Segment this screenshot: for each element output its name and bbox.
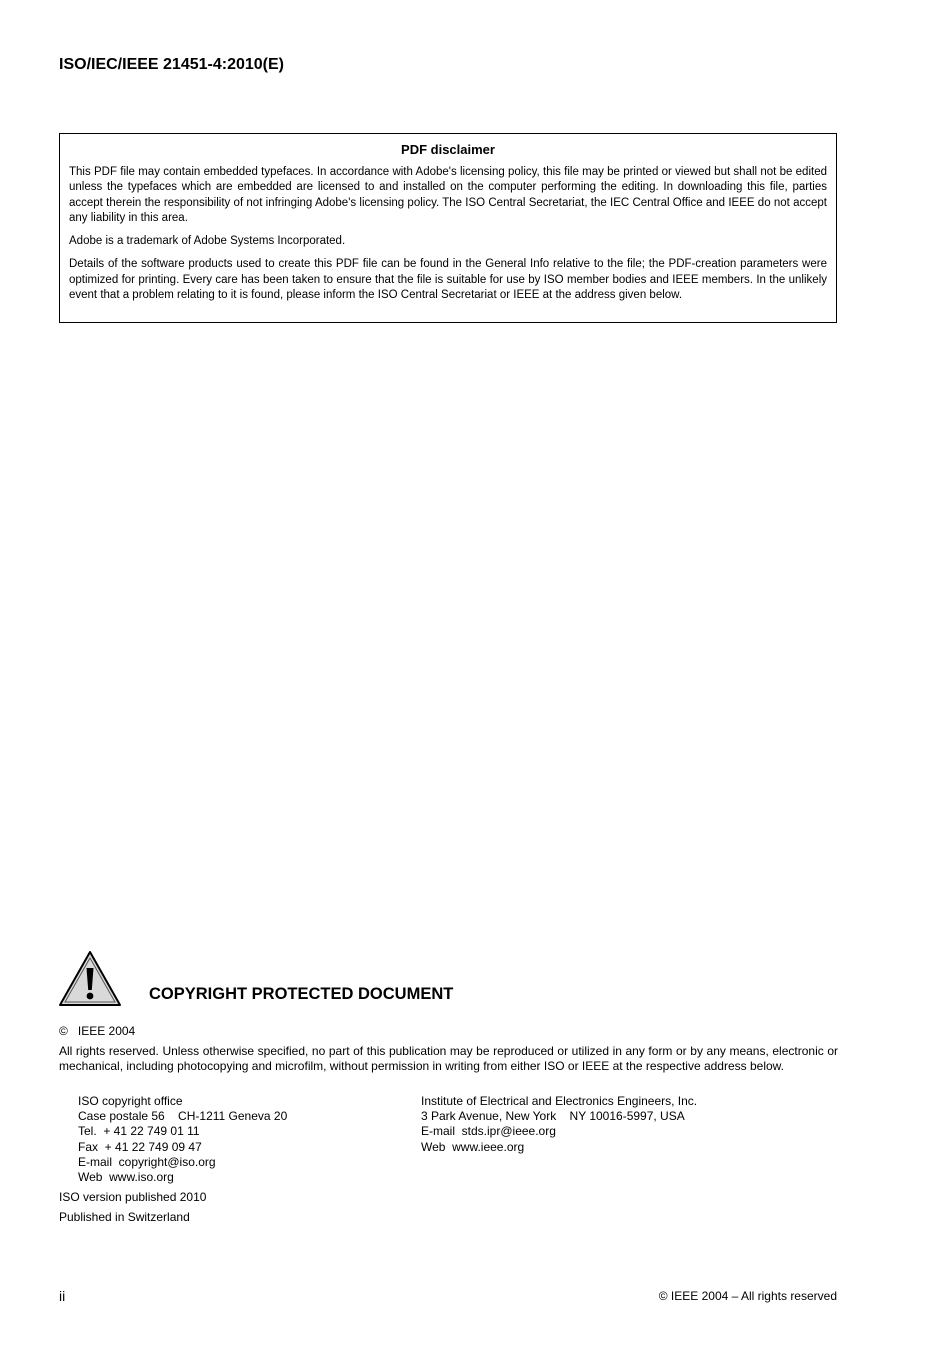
ieee-email: E-mail stds.ipr@ieee.org <box>421 1124 556 1139</box>
disclaimer-paragraph: This PDF file may contain embedded typefaces. In accordance with Adobe's licensing policy, this file may be printed or viewed but shall not be edited unless the typefaces which are embedded are licensed to and installed on the computer performing the editing. In downloading this file, parties accept therein the responsibility of not infringing Adobe's licensing policy. The ISO Central Secretariat, the IEC Central Office and IEEE do not accept any liability in this area. <box>69 166 827 224</box>
pdf-disclaimer-box <box>59 133 837 323</box>
disclaimer-paragraph: Adobe is a trademark of Adobe Systems Incorporated. <box>69 235 346 248</box>
disclaimer-paragraph: Details of the software products used to create this PDF file can be found in the General Info relative to the file; the PDF-creation parameters were optimized for printing. Every care has been taken to ensure that the file is suitable for use by ISO member bodies and IEEE members. In the unlikely event that a problem relating to it is found, please inform the ISO Central Secretariat or IEEE at the address given below. <box>69 258 827 302</box>
copyright-heading: COPYRIGHT PROTECTED DOCUMENT <box>149 985 454 1003</box>
ieee-web: Web www.ieee.org <box>421 1139 525 1154</box>
iso-office-name: ISO copyright office <box>78 1094 183 1108</box>
iso-version-note: ISO version published 2010 <box>59 1190 207 1204</box>
iso-web: Web www.iso.org <box>78 1170 174 1185</box>
ieee-institute-name: Institute of Electrical and Electronics Engineers, Inc. <box>421 1094 698 1108</box>
copyright-holder: IEEE 2004 <box>77 1024 136 1038</box>
iso-postal-address: Case postale 56 CH-1211 Geneva 20 <box>78 1109 288 1124</box>
rights-statement: All rights reserved. Unless otherwise specified, no part of this publication may be reproduced or utilized in any form or by any means, electronic or mechanical, including photocopying and microfilm, without permission in writing from either ISO or IEEE at the respective address below. <box>59 1044 838 1074</box>
disclaimer-title: PDF disclaimer <box>401 142 495 157</box>
copyright-line <box>59 1024 135 1038</box>
footer-copyright: © IEEE 2004 – All rights reserved <box>658 1289 837 1303</box>
page-number: ii <box>59 1288 66 1304</box>
iso-address-block <box>78 1094 287 1185</box>
iso-email: E-mail copyright@iso.org <box>78 1154 216 1169</box>
warning-triangle-icon <box>58 950 122 1007</box>
copyright-symbol: © <box>59 1024 68 1038</box>
ieee-postal-address: 3 Park Avenue, New York NY 10016-5997, USA <box>421 1109 685 1124</box>
ieee-address-block <box>421 1094 697 1155</box>
iso-fax: Fax + 41 22 749 09 47 <box>78 1139 202 1154</box>
iso-telephone: Tel. + 41 22 749 01 11 <box>78 1124 200 1139</box>
document-id-header: ISO/IEC/IEEE 21451-4:2010(E) <box>59 56 284 73</box>
published-in-note: Published in Switzerland <box>59 1210 190 1224</box>
